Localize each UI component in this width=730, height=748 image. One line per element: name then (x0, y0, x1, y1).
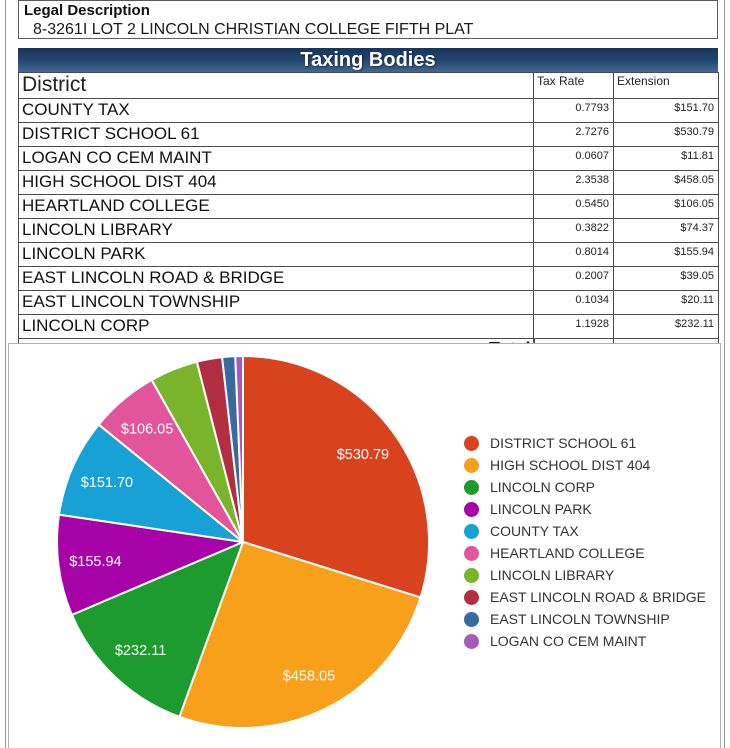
column-header-district: District (19, 73, 534, 99)
taxing-bodies-header: Taxing Bodies (18, 48, 718, 72)
extension-cell: $74.37 (614, 219, 719, 243)
tax-rate-cell: 1.1928 (534, 315, 614, 339)
tax-rate-cell: 0.1034 (534, 291, 614, 315)
tax-rate-cell: 0.2007 (534, 267, 614, 291)
tax-distribution-chart-panel (8, 343, 721, 748)
pie-legend (464, 432, 706, 652)
page-frame-line-right (724, 0, 725, 748)
legend-color-dot (464, 436, 479, 451)
district-cell: LINCOLN LIBRARY (19, 219, 534, 243)
column-header-extension: Extension (614, 73, 719, 99)
legend-item (464, 432, 706, 454)
extension-cell: $39.05 (614, 267, 719, 291)
pie-slice-label: $458.05 (282, 668, 336, 685)
table-row (19, 99, 719, 123)
column-header-tax-rate: Tax Rate (534, 73, 614, 99)
legend-color-dot (464, 568, 479, 583)
legend-label: EAST LINCOLN ROAD & BRIDGE (490, 589, 707, 605)
district-cell: LINCOLN PARK (19, 243, 534, 267)
legend-label: HEARTLAND COLLEGE (490, 545, 645, 561)
extension-cell: $458.05 (614, 171, 719, 195)
legend-label: LINCOLN PARK (490, 501, 592, 517)
table-header-row (19, 73, 719, 99)
legend-label: COUNTY TAX (490, 523, 579, 539)
tax-rate-cell: 0.3822 (534, 219, 614, 243)
district-cell: HEARTLAND COLLEGE (19, 195, 534, 219)
district-cell: DISTRICT SCHOOL 61 (19, 123, 534, 147)
table-row (19, 171, 719, 195)
extension-cell: $20.11 (614, 291, 719, 315)
legend-color-dot (464, 590, 479, 605)
table-row (19, 123, 719, 147)
extension-cell: $155.94 (614, 243, 719, 267)
legend-color-dot (464, 502, 479, 517)
legend-item (464, 454, 706, 476)
tax-rate-cell: 0.0607 (534, 147, 614, 171)
legend-item (464, 630, 706, 652)
table-row (19, 315, 719, 339)
tax-rate-cell: 0.7793 (534, 99, 614, 123)
legend-item (464, 586, 706, 608)
taxing-bodies-section (18, 48, 718, 363)
tax-rate-cell: 2.7276 (534, 123, 614, 147)
legal-description-value: 8-3261I LOT 2 LINCOLN CHRISTIAN COLLEGE FIFTH PLAT (33, 21, 474, 38)
page-frame-line-left (5, 0, 6, 748)
tax-rate-cell: 0.5450 (534, 195, 614, 219)
table-row (19, 195, 719, 219)
taxing-table-body (19, 99, 719, 339)
legend-item (464, 476, 706, 498)
legend-label: LINCOLN LIBRARY (490, 567, 615, 583)
extension-cell: $106.05 (614, 195, 719, 219)
district-cell: COUNTY TAX (19, 99, 534, 123)
tax-rate-cell: 2.3538 (534, 171, 614, 195)
table-row (19, 219, 719, 243)
pie-slice-label: $155.94 (69, 553, 122, 570)
legend-color-dot (464, 458, 479, 473)
tax-rate-cell: 0.8014 (534, 243, 614, 267)
legend-item (464, 520, 706, 542)
pie-slice-label: $151.70 (80, 474, 134, 491)
table-row (19, 243, 719, 267)
legend-label: LOGAN CO CEM MAINT (490, 633, 647, 649)
extension-cell: $530.79 (614, 123, 719, 147)
legend-color-dot (464, 480, 479, 495)
legend-color-dot (464, 634, 479, 649)
legend-label: EAST LINCOLN TOWNSHIP (490, 611, 670, 627)
table-row (19, 267, 719, 291)
legal-description-title: Legal Description (24, 2, 150, 19)
taxing-bodies-table (18, 72, 719, 363)
legend-label: DISTRICT SCHOOL 61 (490, 435, 637, 451)
extension-cell: $11.81 (614, 147, 719, 171)
legend-color-dot (464, 612, 479, 627)
pie-slice-label: $232.11 (114, 643, 167, 660)
pie-slice-label: $530.79 (336, 446, 390, 463)
legend-item (464, 542, 706, 564)
extension-cell: $232.11 (614, 315, 719, 339)
extension-cell: $151.70 (614, 99, 719, 123)
legend-item (464, 564, 706, 586)
legend-color-dot (464, 524, 479, 539)
legend-item (464, 608, 706, 630)
legend-color-dot (464, 546, 479, 561)
legend-item (464, 498, 706, 520)
district-cell: LINCOLN CORP (19, 315, 534, 339)
district-cell: EAST LINCOLN ROAD & BRIDGE (19, 267, 534, 291)
table-row (19, 147, 719, 171)
legal-description-section (18, 0, 718, 39)
district-cell: HIGH SCHOOL DIST 404 (19, 171, 534, 195)
district-cell: EAST LINCOLN TOWNSHIP (19, 291, 534, 315)
district-cell: LOGAN CO CEM MAINT (19, 147, 534, 171)
pie-slice-label: $106.05 (120, 421, 174, 438)
table-row (19, 291, 719, 315)
legend-label: LINCOLN CORP (490, 479, 596, 495)
legend-label: HIGH SCHOOL DIST 404 (490, 457, 651, 473)
